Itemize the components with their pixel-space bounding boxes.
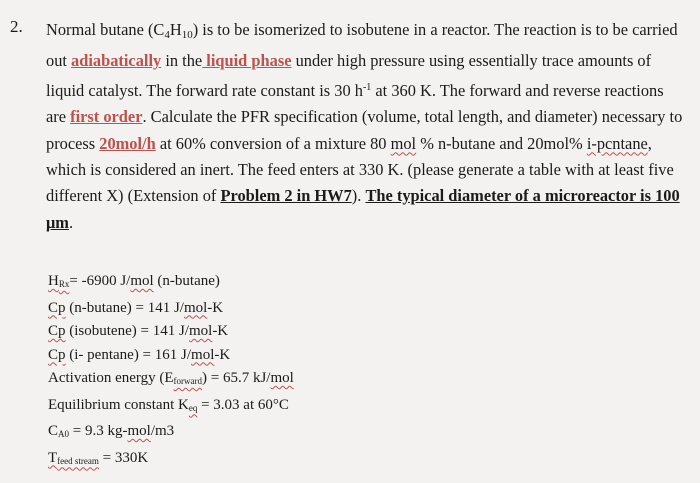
parameter-list <box>48 270 294 473</box>
adiabatically-emphasis: adiabatically <box>71 51 162 71</box>
param-equilibrium-constant: Equilibrium constant Keq = 3.03 at 60°C <box>48 396 289 413</box>
param-activation-energy: Activation energy (Eforward) = 65.7 kJ/mol <box>48 370 294 386</box>
param-heat-of-reaction: HRx= -6900 J/mol (n-butane) <box>48 273 220 289</box>
liquid-phase-emphasis: liquid phase <box>202 51 292 71</box>
param-feed-temperature: Tfeed stream = 330K <box>48 449 149 466</box>
problem-statement: Normal butane $(C_4H_{10})$ is to be isomerized to isobutene in a reactor. The reaction is to be carried out adiabatically in the liquid phase under high pressure using essentially trace amounts of liquid catalyst. The forward rate constant is 30 $h^{-1}$ at 360 K. The forward and reverse reactions are first order. Calculate the PFR specification (volume, total length, and diameter) necessary to process 20mol/h at 60% conversion of a mixture 80 mol % n-butane and 20mol% i-pcntane, which is considered an inert. The feed enters at 330 K. (please generate a table with at least five different X) (Extension of Problem 2 in HW7). The typical diameter of a microreactor is 100 μm. <box>46 20 683 232</box>
param-cp-n-butane: Cp (n-butane) = 141 J/mol-K <box>48 299 224 316</box>
param-cp-i-pentane: Cp (i- pentane) = 161 J/mol-K <box>48 346 231 363</box>
first-order-emphasis: first order <box>70 107 143 127</box>
param-cp-isobutene: Cp (isobutene) = 141 J/mol-K <box>48 323 229 339</box>
param-ca0: CA0 = 9.3 kg-mol/m3 <box>48 423 175 439</box>
hw-reference: Problem 2 in HW7 <box>220 186 352 206</box>
problem-number: 2. <box>10 17 23 36</box>
microreactor-note: The typical diameter of a microreactor is 100 μm <box>46 186 680 232</box>
flow-rate-emphasis: 20mol/h <box>99 133 156 153</box>
